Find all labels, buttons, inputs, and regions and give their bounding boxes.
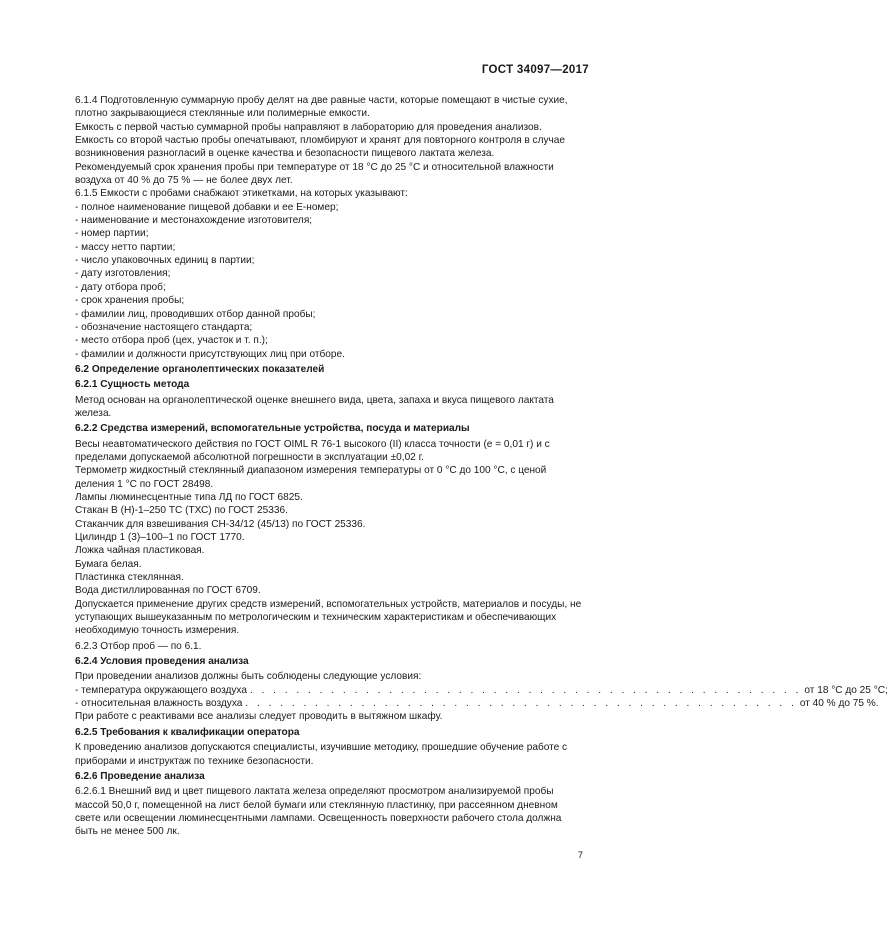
leader-dots: . . . . . . . . . . . . . . . . . . . . . . . . . . . . . . . . . . . . . . . . . . . . . . . . [249, 684, 802, 696]
condition-label: - относительная влажность воздуха [75, 698, 243, 710]
list-item: - место отбора проб (цех, участок и т. п.); [75, 335, 268, 347]
list-item: - дату изготовления; [75, 268, 171, 280]
paragraph-qualification: К проведению анализов допускаются специалисты, изучившие методику, прошедшие обучение работе с приборами и инструктаж по технике безопасности. [75, 742, 568, 767]
label-requirements-list [75, 201, 584, 361]
paragraph-glass-plate: Пластинка стеклянная. [75, 572, 184, 584]
list-item: - дату отбора проб; [75, 281, 166, 293]
paragraph-storage-term: Рекомендуемый срок хранения пробы при температуре от 18 °С до 25 °С и относительной влажности воздуха от 40 % до 75 % — не более двух лет. [75, 161, 554, 187]
section-heading-6-2: 6.2 Определение органолептических показателей [75, 363, 325, 375]
paragraph-alternatives: Допускается применение других средств измерений, вспомогательных устройств, материалов и посуды, не уступающих вышеуказанным по метрологическим и техническим характеристикам и обеспечивающих необходимую точность измерения. [75, 598, 582, 637]
list-item: - массу нетто партии; [75, 241, 176, 253]
paragraph-lamps: Лампы люминесцентные типа ЛД по ГОСТ 6825. [75, 491, 303, 503]
condition-temperature [75, 684, 888, 697]
paragraph-weighing-cup: Стаканчик для взвешивания СН-34/12 (45/13) по ГОСТ 25336. [75, 518, 366, 530]
list-item: - полное наименование пищевой добавки и ее Е-номер; [75, 201, 339, 213]
paragraph-thermometer: Термометр жидкостный стеклянный диапазоном измерения температуры от 0 °С до 100 °С, с ценой деления 1 °С по ГОСТ 28498. [75, 465, 547, 490]
paragraph-6-1-5: 6.1.5 Емкости с пробами снабжают этикетками, на которых указывают: [75, 188, 408, 200]
list-item: - срок хранения пробы; [75, 295, 185, 307]
paragraph-6-1-4: 6.1.4 Подготовленную суммарную пробу делят на две равные части, которые помещают в чистые сухие, плотно закрывающиеся стеклянные или полимерные емкости. [75, 95, 568, 120]
paragraph-conditions-intro: При проведении анализов должны быть соблюдены следующие условия: [75, 671, 422, 683]
condition-label: - температура окружающего воздуха [75, 684, 247, 696]
paragraph-cylinder: Цилиндр 1 (3)–100–1 по ГОСТ 1770. [75, 532, 245, 543]
paragraph-sample-part-two: Емкость со второй частью пробы опечатывают, пломбируют и хранят для повторного контроля в случае возникновения разногласий в оценке качества и безопасности пищевого лактата железа. [75, 135, 566, 160]
list-item: - наименование и местонахождение изготовителя; [75, 215, 313, 227]
page-number: 7 [577, 850, 583, 861]
section-heading-6-2-1: 6.2.1 Сущность метода [75, 379, 190, 391]
paragraph-6-2-6-1: 6.2.6.1 Внешний вид и цвет пищевого лактата железа определяют просмотром анализируемой пробы массой 50,0 г, помещенной на лист белой бумаги или стеклянную пластинку, при рассеянном дневном свете или освещении люминесцентными лампами. Освещенность поверхности рабочего стола должна быть не менее 500 лк. [75, 786, 562, 838]
leader-dots: . . . . . . . . . . . . . . . . . . . . . . . . . . . . . . . . . . . . . . . . . . . . . . . . [245, 698, 797, 710]
paragraph-beaker: Стакан В (Н)-1–250 ТС (ТХС) по ГОСТ 25336. [75, 505, 288, 517]
list-item: - обозначение настоящего стандарта; [75, 321, 253, 333]
list-item: - фамилии и должности присутствующих лиц при отборе. [75, 348, 345, 360]
list-item: - фамилии лиц, проводивших отбор данной пробы; [75, 308, 316, 320]
document-body [75, 94, 888, 839]
document-header: ГОСТ 34097—2017 [481, 64, 589, 76]
condition-value: от 40 % до 75 %. [799, 698, 879, 710]
paragraph-6-2-3: 6.2.3 Отбор проб — по 6.1. [75, 640, 202, 652]
section-heading-6-2-5: 6.2.5 Требования к квалификации оператора [75, 726, 300, 738]
paragraph-spoon: Ложка чайная пластиковая. [75, 545, 205, 557]
list-item: - номер партии; [75, 228, 149, 240]
paragraph-sample-part-one: Емкость с первой частью суммарной пробы направляют в лабораторию для проведения анализов. [75, 121, 542, 133]
list-item: - число упаковочных единиц в партии; [75, 255, 255, 267]
condition-value: от 18 °С до 25 °С; [804, 684, 888, 696]
section-heading-6-2-6: 6.2.6 Проведение анализа [75, 770, 205, 782]
paragraph-scales: Весы неавтоматического действия по ГОСТ OIML R 76-1 высокого (II) класса точности (e = 0,01 г) и с пределами допускаемой абсолютной погрешности в эксплуатации ±0,02 г. [75, 438, 550, 463]
condition-humidity [75, 697, 879, 710]
paragraph-water: Вода дистиллированная по ГОСТ 6709. [75, 585, 261, 597]
section-heading-6-2-2: 6.2.2 Средства измерений, вспомогательные устройства, посуда и материалы [75, 423, 470, 435]
paragraph-method-essence: Метод основан на органолептической оценке внешнего вида, цвета, запаха и вкуса пищевого лактата железа. [75, 394, 554, 419]
paragraph-fume-hood: При работе с реактивами все анализы следует проводить в вытяжном шкафу. [75, 711, 443, 723]
paragraph-paper: Бумага белая. [75, 558, 142, 570]
section-heading-6-2-4: 6.2.4 Условия проведения анализа [75, 656, 249, 668]
